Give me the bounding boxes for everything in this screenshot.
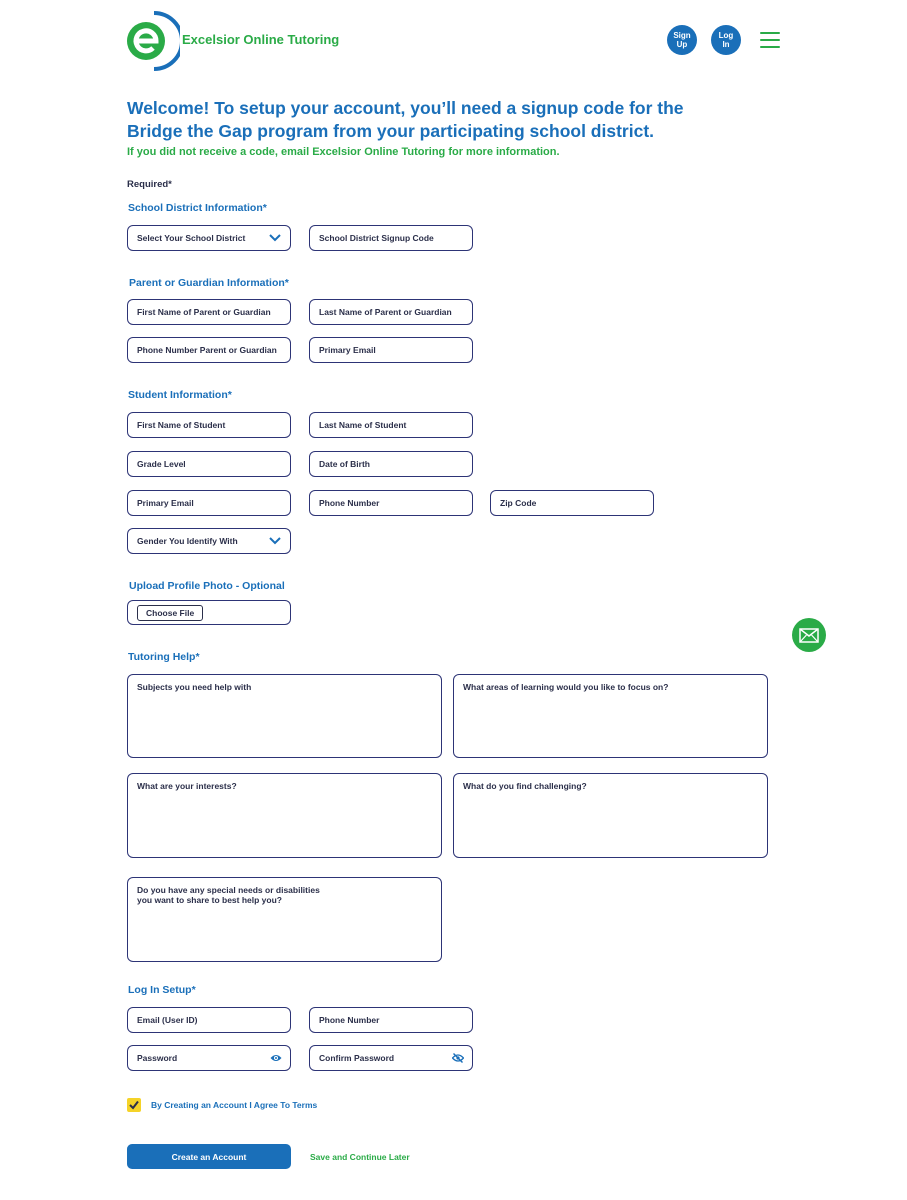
special-needs-line1: Do you have any special needs or disabilities — [137, 885, 320, 895]
chevron-down-icon — [269, 537, 281, 545]
create-account-button[interactable]: Create an Account — [127, 1144, 291, 1169]
parent-last-name-input[interactable]: Last Name of Parent or Guardian — [309, 299, 473, 325]
code-note: If you did not receive a code, email Excelsior Online Tutoring for more information. — [127, 146, 560, 158]
photo-section-heading: Upload Profile Photo - Optional — [129, 580, 285, 592]
student-last-name-input[interactable]: Last Name of Student — [309, 412, 473, 438]
confirm-password-label: Confirm Password — [319, 1053, 395, 1063]
save-continue-later-link[interactable]: Save and Continue Later — [310, 1152, 410, 1162]
welcome-heading: Welcome! To setup your account, you’ll need a signup code for the Bridge the Gap program from your participating school district. — [127, 98, 684, 141]
parent-email-input[interactable]: Primary Email — [309, 337, 473, 363]
gender-select[interactable] — [127, 528, 291, 554]
student-email-input[interactable]: Primary Email — [127, 490, 291, 516]
school-district-select-label: Select Your School District — [137, 233, 246, 243]
focus-areas-textarea[interactable]: What areas of learning would you like to focus on? — [453, 674, 768, 758]
parent-first-name-input[interactable]: First Name of Parent or Guardian — [127, 299, 291, 325]
school-section-heading: School District Information* — [128, 202, 267, 214]
terms-label[interactable]: By Creating an Account I Agree To Terms — [151, 1100, 318, 1110]
challenges-textarea[interactable]: What do you find challenging? — [453, 773, 768, 858]
profile-photo-upload[interactable] — [127, 600, 291, 625]
signup-code-input[interactable]: School District Signup Code — [309, 225, 473, 251]
special-needs-line2: you want to share to best help you? — [137, 895, 282, 905]
gender-select-label: Gender You Identify With — [137, 536, 238, 546]
brand-name[interactable]: Excelsior Online Tutoring — [182, 32, 340, 47]
student-phone-input[interactable]: Phone Number — [309, 490, 473, 516]
zip-code-input[interactable]: Zip Code — [490, 490, 654, 516]
required-label: Required* — [127, 179, 172, 190]
parent-phone-input[interactable]: Phone Number Parent or Guardian — [127, 337, 291, 363]
eye-off-icon[interactable] — [452, 1053, 464, 1063]
choose-file-button[interactable]: Choose File — [137, 605, 203, 621]
hamburger-menu-icon[interactable] — [760, 32, 780, 48]
terms-checkbox[interactable] — [127, 1098, 141, 1112]
signup-button[interactable]: Sign Up — [667, 25, 697, 55]
parent-section-heading: Parent or Guardian Information* — [129, 277, 289, 289]
student-section-heading: Student Information* — [128, 389, 232, 401]
student-first-name-input[interactable]: First Name of Student — [127, 412, 291, 438]
school-district-select[interactable] — [127, 225, 291, 251]
chevron-down-icon — [269, 234, 281, 242]
login-phone-input[interactable]: Phone Number — [309, 1007, 473, 1033]
login-button[interactable]: Log In — [711, 25, 741, 55]
special-needs-textarea[interactable] — [127, 877, 442, 962]
user-email-input[interactable]: Email (User ID) — [127, 1007, 291, 1033]
tutoring-section-heading: Tutoring Help* — [128, 651, 200, 663]
subjects-textarea[interactable]: Subjects you need help with — [127, 674, 442, 758]
grade-level-input[interactable]: Grade Level — [127, 451, 291, 477]
date-of-birth-input[interactable]: Date of Birth — [309, 451, 473, 477]
password-input[interactable] — [127, 1045, 291, 1071]
password-label: Password — [137, 1053, 178, 1063]
excelsior-logo-icon[interactable] — [126, 8, 180, 74]
contact-mail-button[interactable] — [792, 618, 826, 652]
envelope-icon — [799, 628, 819, 643]
checkmark-icon — [127, 1098, 141, 1112]
interests-textarea[interactable]: What are your interests? — [127, 773, 442, 858]
confirm-password-input[interactable] — [309, 1045, 473, 1071]
eye-icon[interactable] — [270, 1053, 282, 1063]
login-section-heading: Log In Setup* — [128, 984, 196, 996]
